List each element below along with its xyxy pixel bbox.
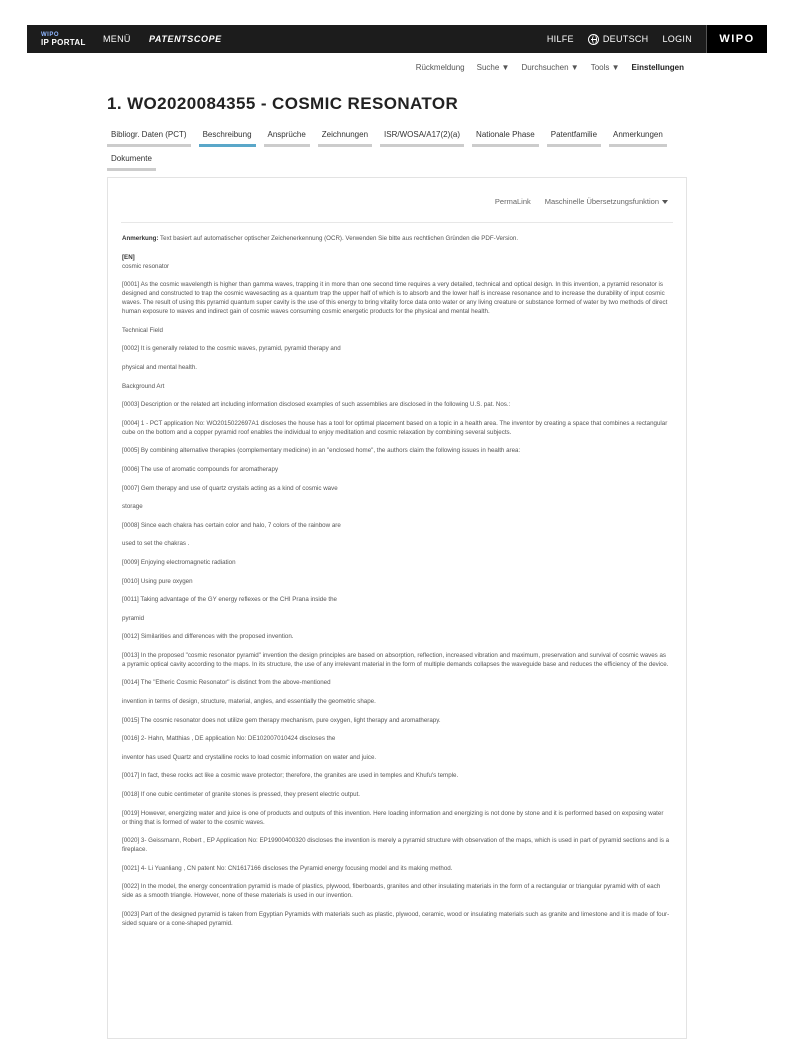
description-paragraph: Background Art: [122, 382, 165, 390]
note-label: Anmerkung:: [122, 235, 159, 242]
document-title: cosmic resonator: [122, 262, 170, 270]
description-paragraph: [0008] Since each chakra has certain color and halo, 7 colors of the rainbow are: [122, 521, 341, 529]
description-paragraph: [0010] Using pure oxygen: [122, 577, 193, 585]
permalink-link[interactable]: PermaLink: [494, 197, 531, 206]
tab-notes[interactable]: Anmerkungen: [609, 129, 667, 147]
language-code: [EN]: [122, 253, 135, 261]
description-paragraph: used to set the chakras .: [122, 540, 190, 548]
description-paragraph: [0006] The use of aromatic compounds for aromatherapy: [122, 465, 279, 473]
settings-link[interactable]: Einstellungen: [631, 63, 684, 72]
tab-documents[interactable]: Dokumente: [107, 153, 156, 171]
tab-bibliographic-data[interactable]: Bibliogr. Daten (PCT): [107, 129, 191, 147]
description-paragraph: pyramid: [122, 614, 145, 622]
wipo-logo[interactable]: WIPO: [706, 25, 767, 53]
description-paragraph: [0009] Enjoying electromagnetic radiation: [122, 558, 236, 566]
description-paragraph: [0007] Gem therapy and use of quartz crystals acting as a kind of cosmic wave: [122, 484, 338, 492]
description-paragraph: physical and mental health.: [122, 363, 197, 371]
description-paragraph: [0005] By combining alternative therapies (complementary medicine) in an "enclosed home", the authors claim the following issues in health area:: [122, 447, 521, 455]
description-paragraph: [0016] 2- Hahn, Matthias , DE application No: DE102007010424 discloses the: [122, 735, 336, 743]
machine-translation-label: Maschinelle Übersetzungsfunktion: [544, 197, 659, 206]
language-label: DEUTSCH: [602, 34, 649, 44]
paragraph-list: [122, 280, 670, 928]
description-paragraph: [0011] Taking advantage of the GY energy reflexes or the CHI Prana inside the: [122, 596, 337, 604]
description-paragraph: [0003] Description or the related art including information disclosed examples of such assemblies are disclosed in the following U.S. pat. Nos.:: [122, 401, 511, 409]
note-text: Text basiert auf automatischer optischer Zeichenerkennung (OCR). Verwenden Sie bitte aus rechtlichen Gründen die PDF-Version.: [158, 235, 519, 242]
menu-button[interactable]: MENÜ: [103, 34, 131, 44]
caret-down-icon: [662, 200, 668, 204]
description-paragraph: inventor has used Quartz and crystalline rocks to load cosmic information on water and juice.: [122, 753, 377, 761]
description-paragraph: [0015] The cosmic resonator does not utilize gem therapy mechanism, pure oxygen, light therapy and aromatherapy.: [122, 716, 441, 724]
browse-menu[interactable]: Durchsuchen ▼: [521, 63, 579, 72]
description-paragraph: [0021] 4- Li Yuanliang , CN patent No: CN1617166 discloses the Pyramid energy focusing model and its making method.: [122, 864, 453, 872]
machine-translation-dropdown[interactable]: [545, 197, 668, 206]
document-tabs: [107, 129, 687, 171]
wipo-ip-portal-logo[interactable]: [27, 31, 103, 47]
tools-menu[interactable]: Tools ▼: [590, 63, 620, 72]
tab-drawings[interactable]: Zeichnungen: [318, 129, 372, 147]
description-paragraph: [0004] 1 - PCT application No: WO2015022697A1 discloses the house has a tool for optimal placement based on a topic in a health area. The inventor by creating a space that combines a rectangular cube on the bottom and a copper pyramid roof enables the individual to enjoy meditation and cosmic relaxation by combining several subjects.: [122, 419, 668, 436]
description-paragraph: [0019] However, energizing water and juice is one of products and outputs of this invention. Here loading information and energizing is not done by stone and it is performed based on exposing water or thing that is formed of water to the cosmic waves.: [122, 809, 664, 826]
tab-claims[interactable]: Ansprüche: [264, 129, 310, 147]
tab-national-phase[interactable]: Nationale Phase: [472, 129, 539, 147]
top-bar: [27, 25, 767, 53]
sub-navigation: [0, 57, 791, 79]
description-paragraph: invention in terms of design, structure, material, angles, and essentially the geometric shape.: [122, 698, 376, 706]
logo-bottom-text: IP PORTAL: [41, 38, 86, 47]
language-selector[interactable]: [588, 34, 649, 45]
divider: [121, 222, 673, 223]
description-paragraph: [0001] As the cosmic wavelength is higher than gamma waves, trapping it in more than one second time requires a very detailed, technical and optical design. In this invention, a pyramid resonator is designed and constructed to trap the cosmic wavesacting as a quantum trap the upper half of which is to absorb and the lower half is increase resonance and to increase the durability of input cosmic waves. The result of using this pyramid quantum super cavity is the use of this energy to bring vitality force data onto water or any living creature or substance formed of water by two methods of direct human exposure to waves and indirect gain of cosmic waves consuming cosmic energetic products for the physical and mental health.: [122, 281, 668, 316]
description-paragraph: [0012] Similarities and differences with the proposed invention.: [122, 633, 294, 641]
tab-isr[interactable]: ISR/WOSA/A17(2)(a): [380, 129, 464, 147]
patentscope-link[interactable]: PATENTSCOPE: [149, 34, 222, 44]
description-text: [122, 234, 670, 938]
description-paragraph: [0002] It is generally related to the cosmic waves, pyramid, pyramid therapy and: [122, 345, 341, 353]
description-paragraph: Technical Field: [122, 326, 163, 334]
description-paragraph: [0018] If one cubic centimeter of granite stones is pressed, they present electric output.: [122, 791, 361, 799]
description-paragraph: storage: [122, 503, 143, 511]
description-paragraph: [0020] 3- Geissmann, Robert , EP Application No: EP19900400320 discloses the invention is merely a pyramid structure with observation of the maps, which is used in part of pyramid sections and is a fireplace.: [122, 837, 670, 854]
logo-top-text: WIPO: [41, 32, 59, 38]
page-title: 1. WO2020084355 - COSMIC RESONATOR: [107, 94, 459, 113]
description-paragraph: [0022] In the model, the energy concentration pyramid is made of plastics, plywood, fiberboards, granites and other insulating materials in the form of a rectangular or triangular pyramid with of each side as a smooth triangle. However, none of these materials is used in our invention.: [122, 883, 661, 900]
description-paragraph: [0013] In the proposed "cosmic resonator pyramid" invention the design principles are based on absorption, reflection, increased vibration and maximum, preservation and survival of cosmic waves as a pyramic optical cavity according to the maps. In its structure, the use of any irrelevant material in the form of multiple demands collapses the waveguide base and reduces the efficiency of the device.: [122, 651, 669, 668]
description-panel: [107, 177, 687, 1039]
panel-toolbar: [495, 197, 668, 206]
ocr-note: [122, 234, 670, 243]
description-paragraph: [0023] Part of the designed pyramid is taken from Egyptian Pyramids with materials such as plastic, plywood, ceramic, wood or insulating materials such as granite and limestone and it is made of four-sided square or a cone-shaped pyramid.: [122, 911, 670, 927]
description-paragraph: [0017] In fact, these rocks act like a cosmic wave protector; therefore, the granites are used in temples and Khufu's temple.: [122, 772, 459, 780]
tab-patent-family[interactable]: Patentfamilie: [547, 129, 601, 147]
tab-description[interactable]: Beschreibung: [199, 129, 256, 147]
login-link[interactable]: LOGIN: [662, 34, 692, 44]
feedback-link[interactable]: Rückmeldung: [415, 63, 465, 72]
globe-icon: [588, 34, 599, 45]
search-menu[interactable]: Suche ▼: [476, 63, 510, 72]
description-paragraph: [0014] The "Etheric Cosmic Resonator" is distinct from the above-mentioned: [122, 679, 331, 687]
help-link[interactable]: HILFE: [546, 34, 574, 44]
